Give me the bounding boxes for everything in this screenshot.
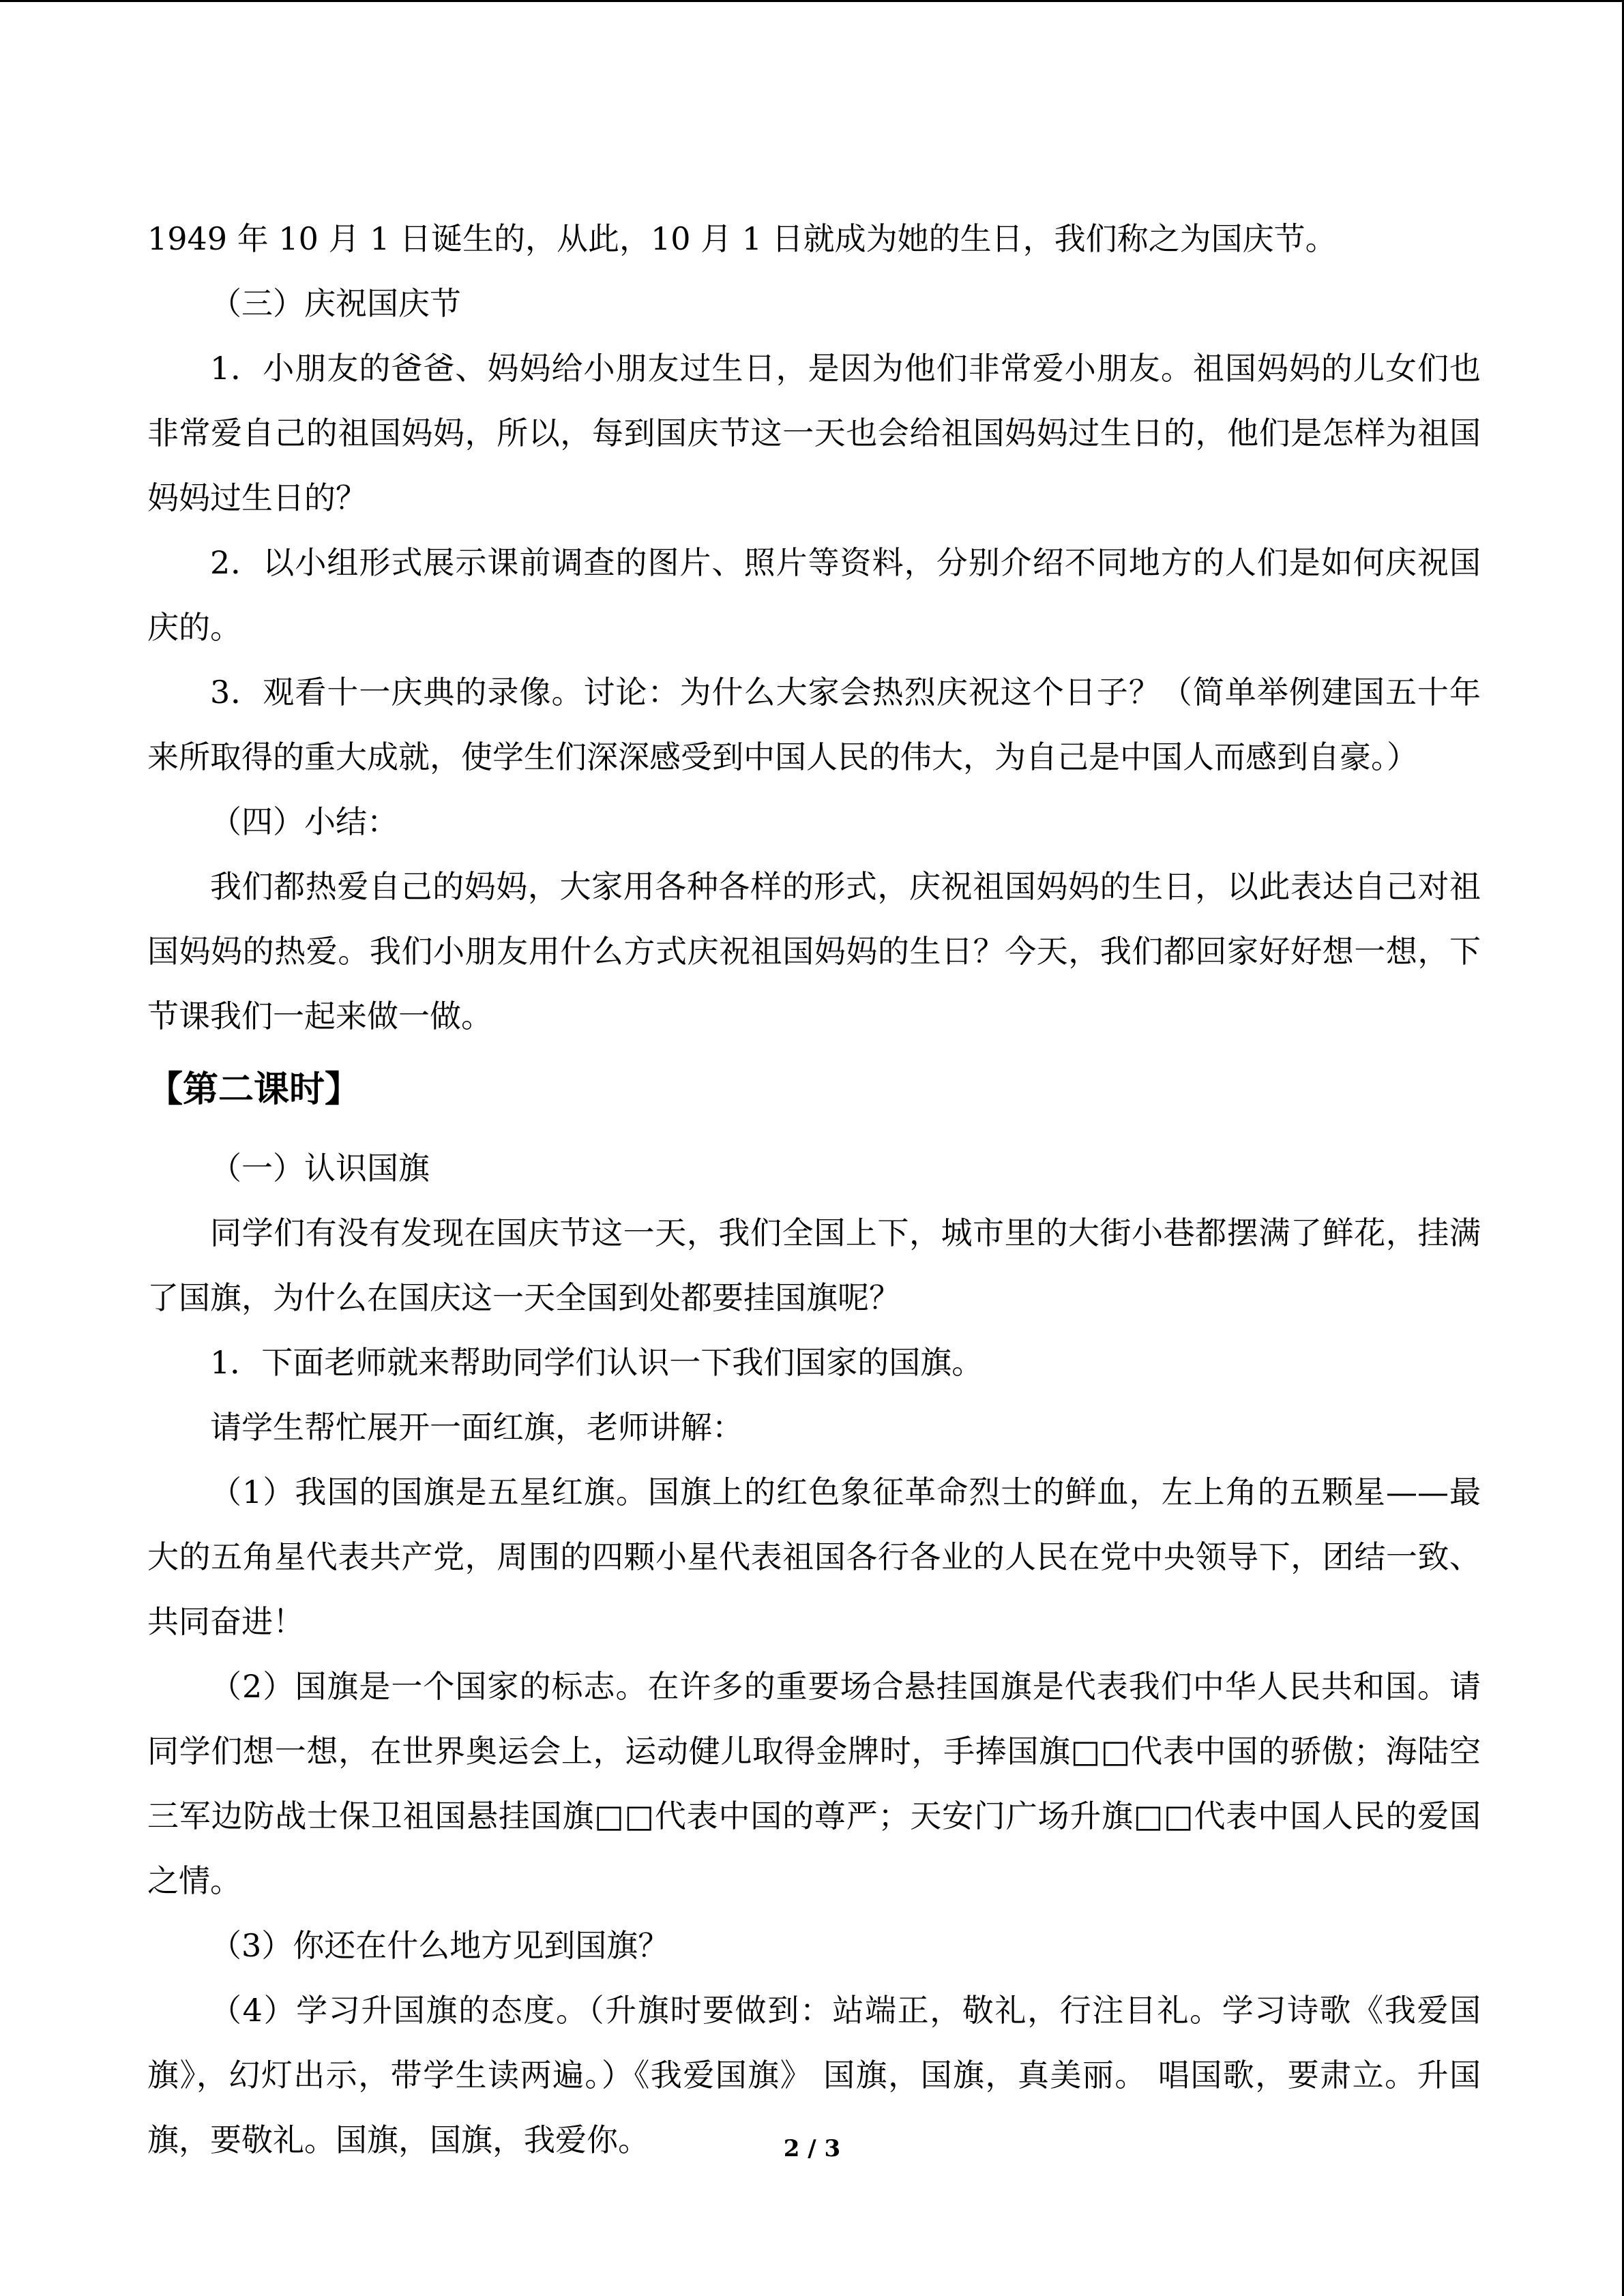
paragraph-item-3-watch-video: 3．观看十一庆典的录像。讨论：为什么大家会热烈庆祝这个日子？（简单举例建国五十年来所取得的重大成就，使学生们深深感受到中国人民的伟大，为自己是中国人而感到自豪。） bbox=[147, 674, 1481, 775]
heading-summary: （四）小结： bbox=[210, 803, 398, 840]
paragraph-summary-text: 我们都热爱自己的妈妈，大家用各种各样的形式，庆祝祖国妈妈的生日，以此表达自己对祖国妈妈的热爱。我们小朋友用什么方式庆祝祖国妈妈的生日？今天，我们都回家好好想一想，下节课我们一起来做一做。 bbox=[147, 868, 1481, 1034]
paragraph-flag-meaning: （1）我国的国旗是五星红旗。国旗上的红色象征革命烈士的鲜血，左上角的五颗星——最大的五角星代表共产党，周围的四颗小星代表祖国各行各业的人民在党中央领导下，团结一致、共同奋进！ bbox=[147, 1474, 1481, 1640]
heading-know-national-flag: （一）认识国旗 bbox=[210, 1150, 430, 1187]
page-number: 2 / 3 bbox=[783, 2135, 841, 2162]
paragraph-unfold-flag: 请学生帮忙展开一面红旗，老师讲解： bbox=[210, 1409, 743, 1446]
paragraph-flag-raising-attitude: （4）学习升国旗的态度。（升旗时要做到：站端正，敬礼，行注目礼。学习诗歌《我爱国旗》，幻灯出示，带学生读两遍。）《我爱国旗》 国旗，国旗，真美丽。 唱国歌，要肃立。升国旗，要敬礼。国旗，国旗，我爱你。 bbox=[147, 1992, 1481, 2158]
paragraph-flag-item-1: 1．下面老师就来帮助同学们认识一下我们国家的国旗。 bbox=[210, 1344, 984, 1381]
paragraph-where-seen-flag: （3）你还在什么地方见到国旗？ bbox=[210, 1927, 670, 1964]
paragraph-flag-question: 同学们有没有发现在国庆节这一天，我们全国上下，城市里的大街小巷都摆满了鲜花，挂满了国旗，为什么在国庆这一天全国到处都要挂国旗呢？ bbox=[147, 1214, 1481, 1316]
document-body bbox=[147, 207, 1481, 2173]
paragraph-item-2-group-display: 2．以小组形式展示课前调查的图片、照片等资料，分别介绍不同地方的人们是如何庆祝国庆的。 bbox=[147, 544, 1481, 646]
heading-celebrate-national-day: （三）庆祝国庆节 bbox=[210, 285, 461, 322]
section-heading-second-lesson: 【第二课时】 bbox=[147, 1069, 361, 1110]
paragraph-flag-symbol: （2）国旗是一个国家的标志。在许多的重要场合悬挂国旗是代表我们中华人民共和国。请同学们想一想，在世界奥运会上，运动健儿取得金牌时，手捧国旗□□代表中国的骄傲；海陆空三军边防战士保卫祖国悬挂国旗□□代表中国的尊严；天安门广场升旗□□代表中国人民的爱国之情。 bbox=[147, 1668, 1481, 1899]
paragraph-item-1-birthday: 1．小朋友的爸爸、妈妈给小朋友过生日，是因为他们非常爱小朋友。祖国妈妈的儿女们也非常爱自己的祖国妈妈，所以，每到国庆节这一天也会给祖国妈妈过生日的，他们是怎样为祖国妈妈过生日的？ bbox=[147, 350, 1481, 516]
paragraph-national-day-origin: 1949 年 10 月 1 日诞生的，从此，10 月 1 日就成为她的生日，我们称之为国庆节。 bbox=[147, 220, 1337, 257]
